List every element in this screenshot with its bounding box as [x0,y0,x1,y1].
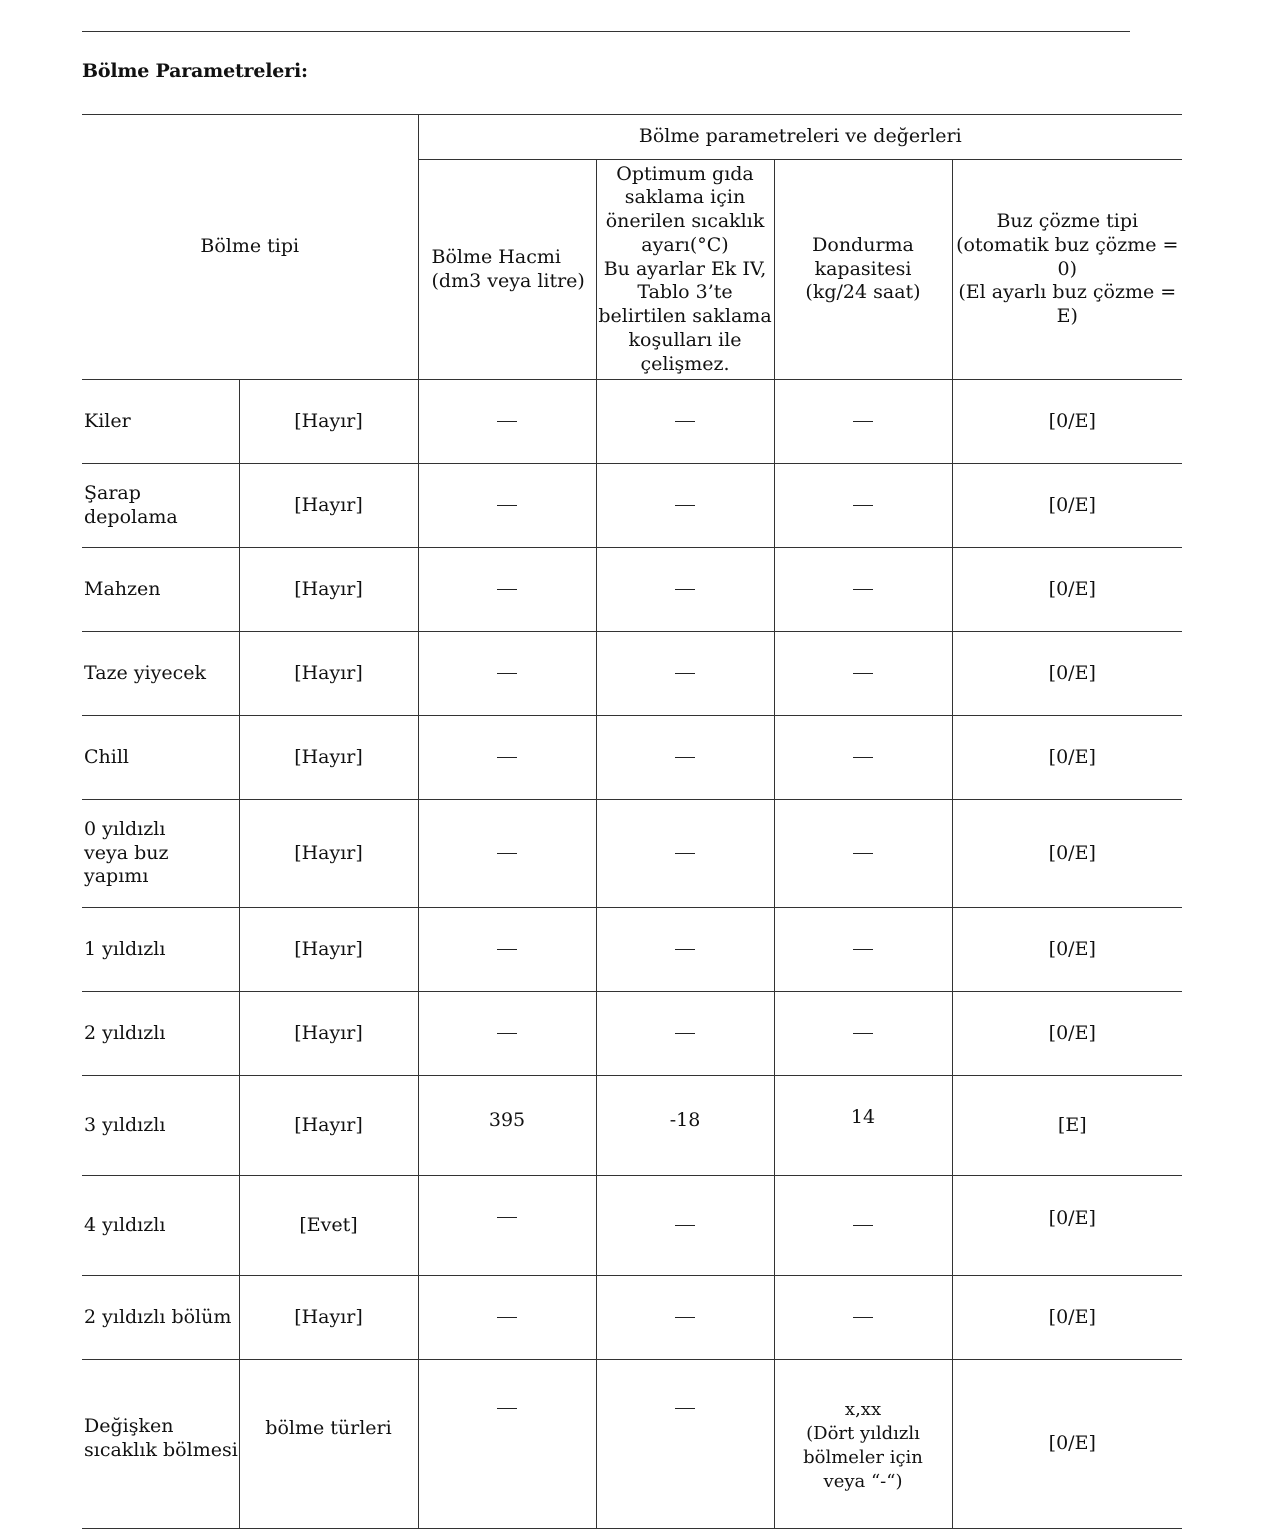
defrost-value: [E] [952,1076,1182,1176]
dash-mark [497,589,517,590]
volume-value [418,464,596,548]
compartment-name: 1 yıldızlı [82,908,239,992]
table-row [82,632,1182,716]
temperature-value [596,992,774,1076]
dash-mark [497,1033,517,1034]
header-compartment-type: Bölme tipi [82,115,418,380]
temperature-value [596,1276,774,1360]
dash-mark [497,1217,517,1218]
dash-mark [675,1033,695,1034]
defrost-value: [0/E] [952,464,1182,548]
temperature-value [596,632,774,716]
defrost-value: [0/E] [952,632,1182,716]
defrost-value: [0/E] [952,992,1182,1076]
dash-mark [853,1033,873,1034]
compartment-present: [Hayır] [239,800,418,908]
header-group-title: Bölme parametreleri ve değerleri [418,115,1182,160]
volume-value [418,632,596,716]
dash-mark [497,505,517,506]
defrost-value: [0/E] [952,800,1182,908]
table-row [82,1176,1182,1276]
freezing-value: x,xx (Dört yıldızlı bölmeler için veya “-“) [774,1360,952,1529]
dash-mark [675,949,695,950]
table-row [82,464,1182,548]
table-row [82,1276,1182,1360]
volume-value [418,1276,596,1360]
dash-mark [497,757,517,758]
compartment-name: Mahzen [82,548,239,632]
volume-value [418,992,596,1076]
compartment-name: Kiler [82,380,239,464]
dash-mark [497,1317,517,1318]
temperature-value: -18 [596,1076,774,1176]
temperature-value [596,908,774,992]
compartment-present: [Evet] [239,1176,418,1276]
compartment-name: Taze yiyecek [82,632,239,716]
dash-mark [853,853,873,854]
top-rule [82,31,1130,32]
header-defrost-type: Buz çözme tipi (otomatik buz çözme = 0) (El ayarlı buz çözme = E) [952,160,1182,380]
compartment-name: 2 yıldızlı [82,992,239,1076]
defrost-value: [0/E] [952,380,1182,464]
dash-mark [675,589,695,590]
freezing-value [774,716,952,800]
compartment-present: [Hayır] [239,464,418,548]
dash-mark [853,673,873,674]
volume-value [418,800,596,908]
defrost-value: [0/E] [952,1276,1182,1360]
dash-mark [497,949,517,950]
freezing-value [774,548,952,632]
compartment-present: [Hayır] [239,1076,418,1176]
table-row [82,1360,1182,1529]
volume-value [418,716,596,800]
compartment-present: [Hayır] [239,380,418,464]
dash-mark [675,853,695,854]
compartment-parameters-table [82,114,1182,1529]
volume-value [418,1360,596,1529]
page-heading: Bölme Parametreleri: [82,60,308,82]
compartment-name: Şarap depolama [82,464,239,548]
compartment-name: 0 yıldızlı veya buz yapımı [82,800,239,908]
dash-mark [853,1317,873,1318]
table-row [82,908,1182,992]
table-row [82,548,1182,632]
dash-mark [853,505,873,506]
temperature-value [596,380,774,464]
volume-value [418,380,596,464]
dash-mark [675,1225,695,1226]
compartment-name: 4 yıldızlı [82,1176,239,1276]
defrost-value: [0/E] [952,548,1182,632]
volume-value: 395 [418,1076,596,1176]
temperature-value [596,1176,774,1276]
header-temperature: Optimum gıda saklama için önerilen sıcaklık ayarı(°C) Bu ayarlar Ek IV, Tablo 3’te belirtilen saklama koşulları ile çelişmez. [596,160,774,380]
volume-value [418,1176,596,1276]
table-row [82,380,1182,464]
defrost-value: [0/E] [952,1176,1182,1276]
freezing-value [774,380,952,464]
temperature-value [596,800,774,908]
dash-mark [675,421,695,422]
dash-mark [853,949,873,950]
compartment-present: [Hayır] [239,716,418,800]
dash-mark [675,1317,695,1318]
dash-mark [853,757,873,758]
defrost-value: [0/E] [952,908,1182,992]
dash-mark [497,853,517,854]
volume-value [418,908,596,992]
header-row-group [82,115,1182,160]
dash-mark [675,757,695,758]
freezing-value [774,800,952,908]
dash-mark [853,1225,873,1226]
temperature-value [596,464,774,548]
temperature-value [596,716,774,800]
freezing-value [774,464,952,548]
defrost-value: [0/E] [952,1360,1182,1529]
compartment-present: [Hayır] [239,632,418,716]
dash-mark [497,1408,517,1409]
freezing-value [774,1276,952,1360]
freezing-value: 14 [774,1076,952,1176]
defrost-value: [0/E] [952,716,1182,800]
compartment-name: 2 yıldızlı bölüm [82,1276,239,1360]
header-volume: Bölme Hacmi (dm3 veya litre) [418,160,596,380]
compartment-name: Değişken sıcaklık bölmesi [82,1360,239,1529]
freezing-value [774,992,952,1076]
temperature-value [596,548,774,632]
dash-mark [853,421,873,422]
table-row [82,992,1182,1076]
temperature-value [596,1360,774,1529]
freezing-value [774,908,952,992]
compartment-name: 3 yıldızlı [82,1076,239,1176]
table-row [82,716,1182,800]
freezing-value [774,1176,952,1276]
compartment-name: Chill [82,716,239,800]
compartment-present: [Hayır] [239,1276,418,1360]
compartment-present: [Hayır] [239,992,418,1076]
compartment-present: bölme türleri [239,1360,418,1529]
table-row [82,1076,1182,1176]
table-row [82,800,1182,908]
dash-mark [675,505,695,506]
freezing-value [774,632,952,716]
volume-value [418,548,596,632]
dash-mark [675,673,695,674]
dash-mark [497,421,517,422]
dash-mark [497,673,517,674]
header-freezing-capacity: Dondurma kapasitesi (kg/24 saat) [774,160,952,380]
compartment-present: [Hayır] [239,548,418,632]
dash-mark [853,589,873,590]
compartment-present: [Hayır] [239,908,418,992]
dash-mark [675,1408,695,1409]
